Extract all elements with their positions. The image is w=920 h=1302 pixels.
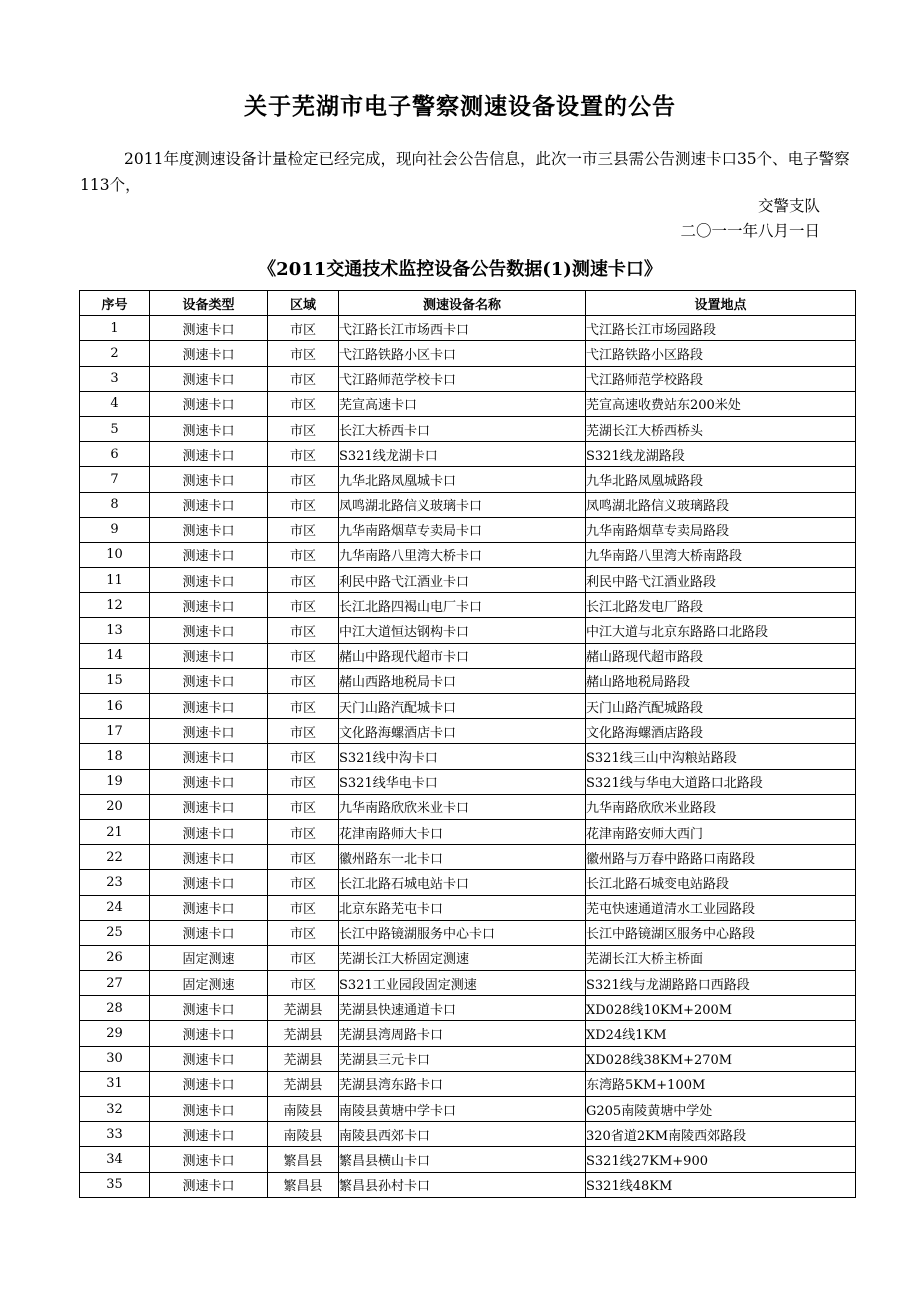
cell-location: S321线与华电大道路口北路段 xyxy=(586,769,856,794)
cell-device-name: 弋江路铁路小区卡口 xyxy=(339,341,586,366)
cell-device-name: 长江中路镜湖服务中心卡口 xyxy=(339,920,586,945)
cell-location: 凤鸣湖北路信义玻璃路段 xyxy=(586,492,856,517)
cell-index: 25 xyxy=(80,920,150,945)
cell-area: 市区 xyxy=(268,517,339,542)
cell-device-type: 测速卡口 xyxy=(150,744,268,769)
cell-location: S321线48KM xyxy=(586,1172,856,1197)
cell-device-name: 繁昌县孙村卡口 xyxy=(339,1172,586,1197)
cell-location: 九华南路八里湾大桥南路段 xyxy=(586,542,856,567)
table-row xyxy=(80,391,856,416)
cell-device-name: 赭山西路地税局卡口 xyxy=(339,668,586,693)
cell-location: 九华南路欣欣米业路段 xyxy=(586,794,856,819)
cell-device-type: 测速卡口 xyxy=(150,870,268,895)
table-header-row xyxy=(80,291,856,316)
cell-area: 市区 xyxy=(268,971,339,996)
table-row xyxy=(80,593,856,618)
cell-device-name: 弋江路师范学校卡口 xyxy=(339,366,586,391)
table-body xyxy=(80,316,856,1198)
cell-index: 28 xyxy=(80,996,150,1021)
cell-location: 东湾路5KM+100M xyxy=(586,1071,856,1096)
cell-index: 32 xyxy=(80,1097,150,1122)
table-row xyxy=(80,618,856,643)
cell-device-type: 测速卡口 xyxy=(150,517,268,542)
table-row xyxy=(80,341,856,366)
cell-area: 市区 xyxy=(268,416,339,441)
cell-location: 赭山路现代超市路段 xyxy=(586,643,856,668)
cell-location: 天门山路汽配城路段 xyxy=(586,694,856,719)
cell-index: 14 xyxy=(80,643,150,668)
cell-device-name: 芜湖县快速通道卡口 xyxy=(339,996,586,1021)
cell-location: 弋江路铁路小区路段 xyxy=(586,341,856,366)
header-device-name: 测速设备名称 xyxy=(339,291,586,316)
cell-index: 19 xyxy=(80,769,150,794)
table-row xyxy=(80,1071,856,1096)
table-row xyxy=(80,819,856,844)
cell-area: 市区 xyxy=(268,769,339,794)
cell-location: G205南陵黄塘中学处 xyxy=(586,1097,856,1122)
cell-index: 4 xyxy=(80,391,150,416)
table-row xyxy=(80,895,856,920)
table-row xyxy=(80,971,856,996)
cell-index: 35 xyxy=(80,1172,150,1197)
cell-area: 市区 xyxy=(268,593,339,618)
table-row xyxy=(80,719,856,744)
table-row xyxy=(80,996,856,1021)
cell-device-name: 徽州路东一北卡口 xyxy=(339,845,586,870)
cell-area: 市区 xyxy=(268,366,339,391)
cell-index: 27 xyxy=(80,971,150,996)
cell-location: XD24线1KM xyxy=(586,1021,856,1046)
cell-device-name: 繁昌县横山卡口 xyxy=(339,1147,586,1172)
cell-device-name: 南陵县西郊卡口 xyxy=(339,1122,586,1147)
cell-device-type: 测速卡口 xyxy=(150,794,268,819)
cell-device-name: 北京东路芜屯卡口 xyxy=(339,895,586,920)
table-title: 《2011交通技术监控设备公告数据(1)测速卡口》 xyxy=(258,259,662,280)
table-row xyxy=(80,845,856,870)
cell-area: 市区 xyxy=(268,391,339,416)
cell-device-type: 测速卡口 xyxy=(150,895,268,920)
table-row xyxy=(80,1172,856,1197)
cell-location: 中江大道与北京东路路口北路段 xyxy=(586,618,856,643)
signature: 交警支队 xyxy=(757,197,820,215)
header-index: 序号 xyxy=(80,291,150,316)
cell-location: XD028线10KM+200M xyxy=(586,996,856,1021)
cell-area: 市区 xyxy=(268,945,339,970)
cell-device-type: 测速卡口 xyxy=(150,643,268,668)
table-row xyxy=(80,1147,856,1172)
cell-area: 市区 xyxy=(268,870,339,895)
cell-device-name: 弋江路长江市场西卡口 xyxy=(339,316,586,341)
cell-location: 利民中路弋江酒业路段 xyxy=(586,568,856,593)
cell-area: 市区 xyxy=(268,895,339,920)
table-row xyxy=(80,769,856,794)
cell-location: 花津南路安师大西门 xyxy=(586,819,856,844)
cell-device-name: 花津南路师大卡口 xyxy=(339,819,586,844)
table-row xyxy=(80,643,856,668)
cell-device-name: 芜湖县湾周路卡口 xyxy=(339,1021,586,1046)
cell-location: 长江中路镜湖区服务中心路段 xyxy=(586,920,856,945)
header-location: 设置地点 xyxy=(586,291,856,316)
table-row xyxy=(80,920,856,945)
cell-index: 22 xyxy=(80,845,150,870)
cell-device-name: 九华南路欣欣米业卡口 xyxy=(339,794,586,819)
cell-location: 长江北路发电厂路段 xyxy=(586,593,856,618)
cell-location: S321线龙湖路段 xyxy=(586,442,856,467)
cell-device-type: 测速卡口 xyxy=(150,1021,268,1046)
cell-device-type: 测速卡口 xyxy=(150,819,268,844)
cell-device-type: 测速卡口 xyxy=(150,366,268,391)
cell-area: 繁昌县 xyxy=(268,1147,339,1172)
cell-area: 市区 xyxy=(268,492,339,517)
cell-location: 弋江路师范学校路段 xyxy=(586,366,856,391)
cell-location: 320省道2KM南陵西郊路段 xyxy=(586,1122,856,1147)
cell-device-name: 南陵县黄塘中学卡口 xyxy=(339,1097,586,1122)
cell-area: 市区 xyxy=(268,467,339,492)
cell-index: 21 xyxy=(80,819,150,844)
table-row xyxy=(80,870,856,895)
cell-location: S321线与龙湖路路口西路段 xyxy=(586,971,856,996)
cell-device-name: S321线中沟卡口 xyxy=(339,744,586,769)
cell-location: 长江北路石城变电站路段 xyxy=(586,870,856,895)
table-row xyxy=(80,694,856,719)
cell-device-name: 长江北路四褐山电厂卡口 xyxy=(339,593,586,618)
header-area: 区域 xyxy=(268,291,339,316)
cell-location: S321线三山中沟粮站路段 xyxy=(586,744,856,769)
cell-index: 16 xyxy=(80,694,150,719)
cell-area: 南陵县 xyxy=(268,1122,339,1147)
cell-device-name: 利民中路弋江酒业卡口 xyxy=(339,568,586,593)
cell-device-name: S321工业园段固定测速 xyxy=(339,971,586,996)
cell-index: 15 xyxy=(80,668,150,693)
cell-area: 芜湖县 xyxy=(268,996,339,1021)
cell-index: 18 xyxy=(80,744,150,769)
cell-device-type: 测速卡口 xyxy=(150,593,268,618)
cell-index: 7 xyxy=(80,467,150,492)
cell-area: 市区 xyxy=(268,542,339,567)
cell-device-type: 测速卡口 xyxy=(150,568,268,593)
cell-device-type: 测速卡口 xyxy=(150,542,268,567)
cell-area: 芜湖县 xyxy=(268,1021,339,1046)
cell-area: 南陵县 xyxy=(268,1097,339,1122)
cell-device-name: S321线华电卡口 xyxy=(339,769,586,794)
cell-device-name: 芜宣高速卡口 xyxy=(339,391,586,416)
cell-location: S321线27KM+900 xyxy=(586,1147,856,1172)
document-date: 二〇一一年八月一日 xyxy=(680,222,820,240)
cell-device-type: 测速卡口 xyxy=(150,920,268,945)
table-row xyxy=(80,568,856,593)
cell-device-type: 测速卡口 xyxy=(150,492,268,517)
cell-device-type: 测速卡口 xyxy=(150,668,268,693)
cell-device-type: 测速卡口 xyxy=(150,996,268,1021)
cell-device-name: 九华南路烟草专卖局卡口 xyxy=(339,517,586,542)
cell-device-type: 测速卡口 xyxy=(150,618,268,643)
cell-device-type: 测速卡口 xyxy=(150,1147,268,1172)
cell-index: 23 xyxy=(80,870,150,895)
table-row xyxy=(80,945,856,970)
cell-area: 市区 xyxy=(268,845,339,870)
table-row xyxy=(80,744,856,769)
cell-area: 繁昌县 xyxy=(268,1172,339,1197)
cell-device-name: 芜湖县三元卡口 xyxy=(339,1046,586,1071)
cell-location: 芜屯快速通道清水工业园路段 xyxy=(586,895,856,920)
document-title: 关于芜湖市电子警察测速设备设置的公告 xyxy=(244,94,676,120)
cell-index: 20 xyxy=(80,794,150,819)
cell-index: 5 xyxy=(80,416,150,441)
table-row xyxy=(80,794,856,819)
cell-device-name: 天门山路汽配城卡口 xyxy=(339,694,586,719)
cell-index: 31 xyxy=(80,1071,150,1096)
table-row xyxy=(80,492,856,517)
cell-device-name: 中江大道恒达钢构卡口 xyxy=(339,618,586,643)
table-row xyxy=(80,1046,856,1071)
cell-device-name: 凤鸣湖北路信义玻璃卡口 xyxy=(339,492,586,517)
cell-location: 九华南路烟草专卖局路段 xyxy=(586,517,856,542)
cell-area: 市区 xyxy=(268,719,339,744)
cell-index: 33 xyxy=(80,1122,150,1147)
announcement-paragraph: 2011年度测速设备计量检定已经完成，现向社会公告信息，此次一市三县需公告测速卡口35个、电子警察113个， xyxy=(80,150,850,194)
header-device-type: 设备类型 xyxy=(150,291,268,316)
cell-area: 市区 xyxy=(268,568,339,593)
cell-device-type: 测速卡口 xyxy=(150,1122,268,1147)
cell-area: 市区 xyxy=(268,694,339,719)
cell-location: 徽州路与万春中路路口南路段 xyxy=(586,845,856,870)
cell-area: 市区 xyxy=(268,744,339,769)
cell-location: 芜宣高速收费站东200米处 xyxy=(586,391,856,416)
cell-index: 34 xyxy=(80,1147,150,1172)
table-row xyxy=(80,366,856,391)
table-row xyxy=(80,442,856,467)
cell-index: 10 xyxy=(80,542,150,567)
cell-index: 1 xyxy=(80,316,150,341)
cell-location: 九华北路凤凰城路段 xyxy=(586,467,856,492)
cell-device-type: 测速卡口 xyxy=(150,467,268,492)
cell-index: 2 xyxy=(80,341,150,366)
cell-index: 12 xyxy=(80,593,150,618)
cell-device-type: 固定测速 xyxy=(150,971,268,996)
cell-index: 8 xyxy=(80,492,150,517)
cell-area: 市区 xyxy=(268,643,339,668)
cell-device-name: 芜湖县湾东路卡口 xyxy=(339,1071,586,1096)
cell-device-type: 测速卡口 xyxy=(150,316,268,341)
cell-area: 市区 xyxy=(268,794,339,819)
cell-area: 芜湖县 xyxy=(268,1046,339,1071)
cell-index: 3 xyxy=(80,366,150,391)
cell-device-type: 测速卡口 xyxy=(150,845,268,870)
cell-index: 26 xyxy=(80,945,150,970)
cell-device-type: 测速卡口 xyxy=(150,1172,268,1197)
cell-area: 市区 xyxy=(268,668,339,693)
table-row xyxy=(80,467,856,492)
cell-device-type: 测速卡口 xyxy=(150,442,268,467)
cell-device-type: 测速卡口 xyxy=(150,1097,268,1122)
table-row xyxy=(80,316,856,341)
cell-device-type: 测速卡口 xyxy=(150,694,268,719)
cell-location: 芜湖长江大桥主桥面 xyxy=(586,945,856,970)
cell-location: 弋江路长江市场园路段 xyxy=(586,316,856,341)
table-row xyxy=(80,542,856,567)
cell-device-type: 测速卡口 xyxy=(150,416,268,441)
cell-area: 市区 xyxy=(268,920,339,945)
cell-device-name: 长江北路石城电站卡口 xyxy=(339,870,586,895)
cell-index: 6 xyxy=(80,442,150,467)
cell-index: 11 xyxy=(80,568,150,593)
cell-index: 29 xyxy=(80,1021,150,1046)
cell-location: XD028线38KM+270M xyxy=(586,1046,856,1071)
cell-index: 17 xyxy=(80,719,150,744)
cell-location: 芜湖长江大桥西桥头 xyxy=(586,416,856,441)
table-row xyxy=(80,416,856,441)
table-row xyxy=(80,1122,856,1147)
cell-index: 30 xyxy=(80,1046,150,1071)
cell-device-name: 芜湖长江大桥固定测速 xyxy=(339,945,586,970)
cell-location: 赭山路地税局路段 xyxy=(586,668,856,693)
cell-index: 13 xyxy=(80,618,150,643)
cell-area: 市区 xyxy=(268,442,339,467)
cell-device-name: S321线龙湖卡口 xyxy=(339,442,586,467)
table-row xyxy=(80,517,856,542)
cell-location: 文化路海螺酒店路段 xyxy=(586,719,856,744)
cell-device-name: 赭山中路现代超市卡口 xyxy=(339,643,586,668)
cell-device-type: 固定测速 xyxy=(150,945,268,970)
table-row xyxy=(80,1021,856,1046)
cell-area: 芜湖县 xyxy=(268,1071,339,1096)
cell-device-type: 测速卡口 xyxy=(150,391,268,416)
cell-device-name: 长江大桥西卡口 xyxy=(339,416,586,441)
cell-device-name: 文化路海螺酒店卡口 xyxy=(339,719,586,744)
cell-device-type: 测速卡口 xyxy=(150,341,268,366)
cell-device-name: 九华北路凤凰城卡口 xyxy=(339,467,586,492)
cell-device-type: 测速卡口 xyxy=(150,1046,268,1071)
cell-device-name: 九华南路八里湾大桥卡口 xyxy=(339,542,586,567)
cell-area: 市区 xyxy=(268,618,339,643)
table-row xyxy=(80,1097,856,1122)
cell-index: 9 xyxy=(80,517,150,542)
cell-device-type: 测速卡口 xyxy=(150,1071,268,1096)
cell-index: 24 xyxy=(80,895,150,920)
speed-checkpoint-table xyxy=(79,290,856,1198)
cell-device-type: 测速卡口 xyxy=(150,719,268,744)
cell-area: 市区 xyxy=(268,341,339,366)
cell-area: 市区 xyxy=(268,819,339,844)
cell-device-type: 测速卡口 xyxy=(150,769,268,794)
table-row xyxy=(80,668,856,693)
cell-area: 市区 xyxy=(268,316,339,341)
